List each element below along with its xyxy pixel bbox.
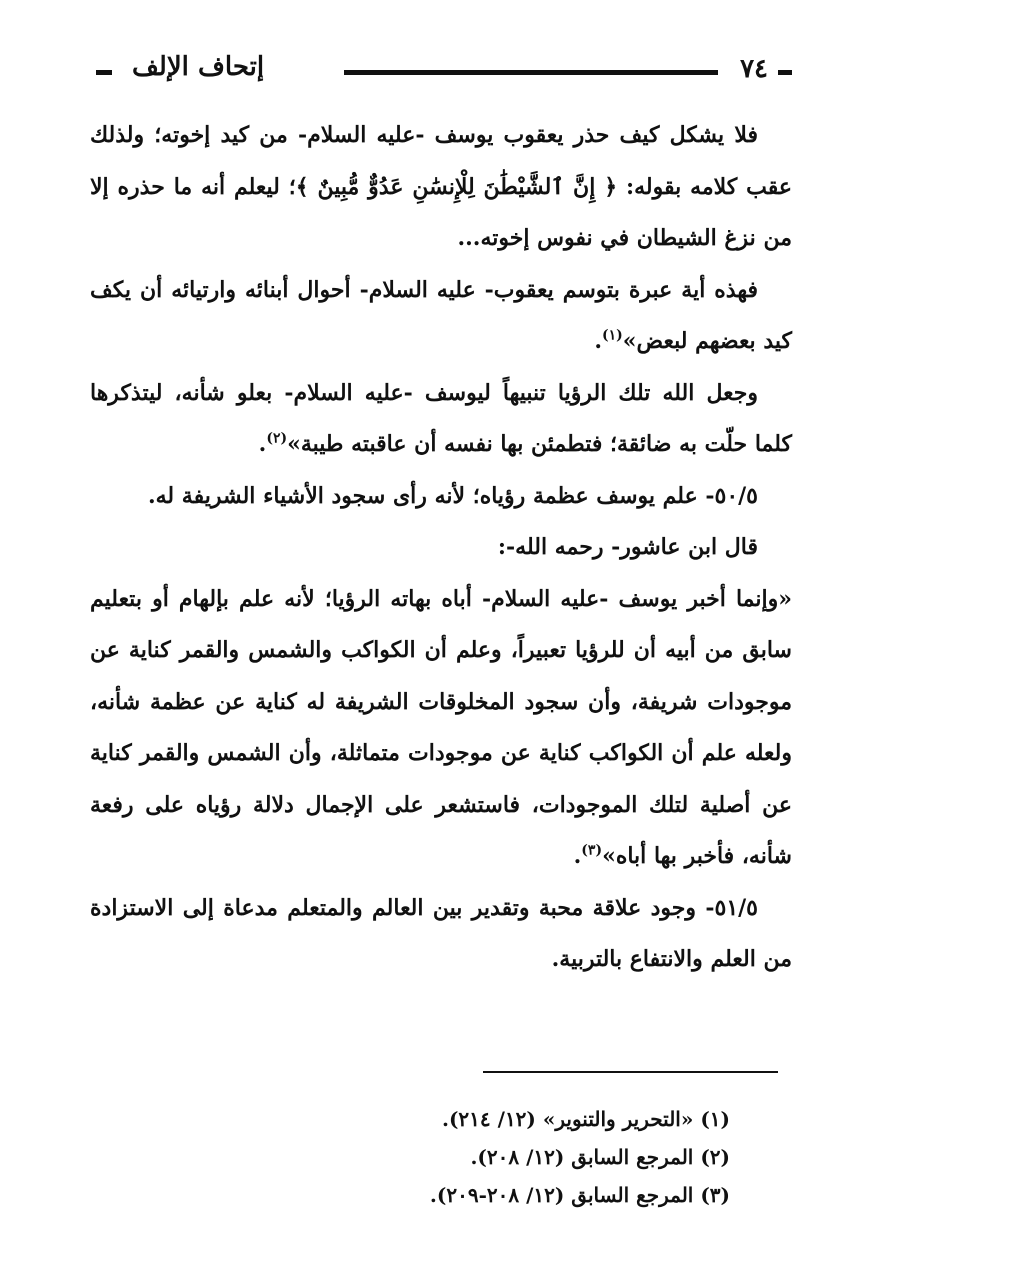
- footnote-separator: [483, 1071, 778, 1073]
- paragraph: فلا يشكل كيف حذر يعقوب يوسف -عليه السلام- من كيد إخوته؛ ولذلك عقب كلامه بقوله: ﴿ إِنَّ ٱلشَّيْطَٰنَ لِلْإِنسَٰنِ عَدُوٌّ مُّبِينٌ ﴾؛ ليعلم أنه ما حذره إلا من نزغ الشيطان في نفوس إخوته...: [90, 122, 792, 251]
- footnotes: [360, 1100, 780, 1214]
- running-title: إتحاف الإلف: [132, 52, 265, 82]
- page-number: ٧٤: [740, 54, 768, 84]
- page-header: [96, 48, 792, 96]
- footnote: (٣) المرجع السابق (١٢/ ٢٠٨-٢٠٩).: [429, 1183, 730, 1207]
- header-rule: [344, 70, 718, 75]
- paragraph: فهذه أية عبرة بتوسم يعقوب- عليه السلام- أحوال أبنائه وارتيائه أن يكف كيد بعضهم لبعض»$^{(١)}$.: [90, 276, 792, 354]
- footnote-ref: (١): [601, 327, 623, 344]
- header-dash-left: [96, 70, 112, 75]
- paragraph: وجعل الله تلك الرؤيا تنبيهاً ليوسف -عليه السلام- بعلو شأنه، ليتذكرها كلما حلّت به ضائقة؛ فتطمئن بها نفسه أن عاقبته طيبة»$^{(٢)}$.: [90, 379, 792, 457]
- footnote-ref: (٣): [581, 842, 603, 859]
- quotation: «وإنما أخبر يوسف -عليه السلام- أباه بهاته الرؤيا؛ لأنه علم بإلهام أو بتعليم سابق من أبيه أن للرؤيا تعبيراً، وعلم أن الكواكب والشمس والقمر كناية عن موجودات شريفة، وأن سجود المخلوقات الشريفة له كناية عن عظمة شأنه، ولعله علم أن الكواكب كناية عن موجودات متماثلة، وأن الشمس والقمر كناية عن أصلية لتلك الموجودات، فاستشعر على الإجمال دلالة رؤياه على رفعة شأنه، فأخبر بها أباه»$^{(٣)}$.: [90, 585, 793, 869]
- main-text: [90, 110, 792, 986]
- footnote: (٢) المرجع السابق (١٢/ ٢٠٨).: [470, 1145, 730, 1169]
- numbered-point: ٥٠/٥- علم يوسف عظمة رؤياه؛ لأنه رأى سجود الأشياء الشريفة له.: [147, 482, 758, 509]
- footnote-ref: (٢): [266, 430, 288, 447]
- paragraph: قال ابن عاشور- رحمه الله-:: [497, 534, 758, 560]
- point-number: ٥١/٥-: [705, 894, 758, 921]
- header-dash-right: [778, 70, 792, 75]
- footnote: (١) «التحرير والتنوير» (١٢/ ٢١٤).: [441, 1107, 730, 1131]
- point-number: ٥٠/٥-: [705, 482, 758, 509]
- numbered-point: ٥١/٥- وجود علاقة محبة وتقدير بين العالم والمتعلم مدعاة إلى الاستزادة من العلم والانتفاع بالتربية.: [90, 894, 792, 972]
